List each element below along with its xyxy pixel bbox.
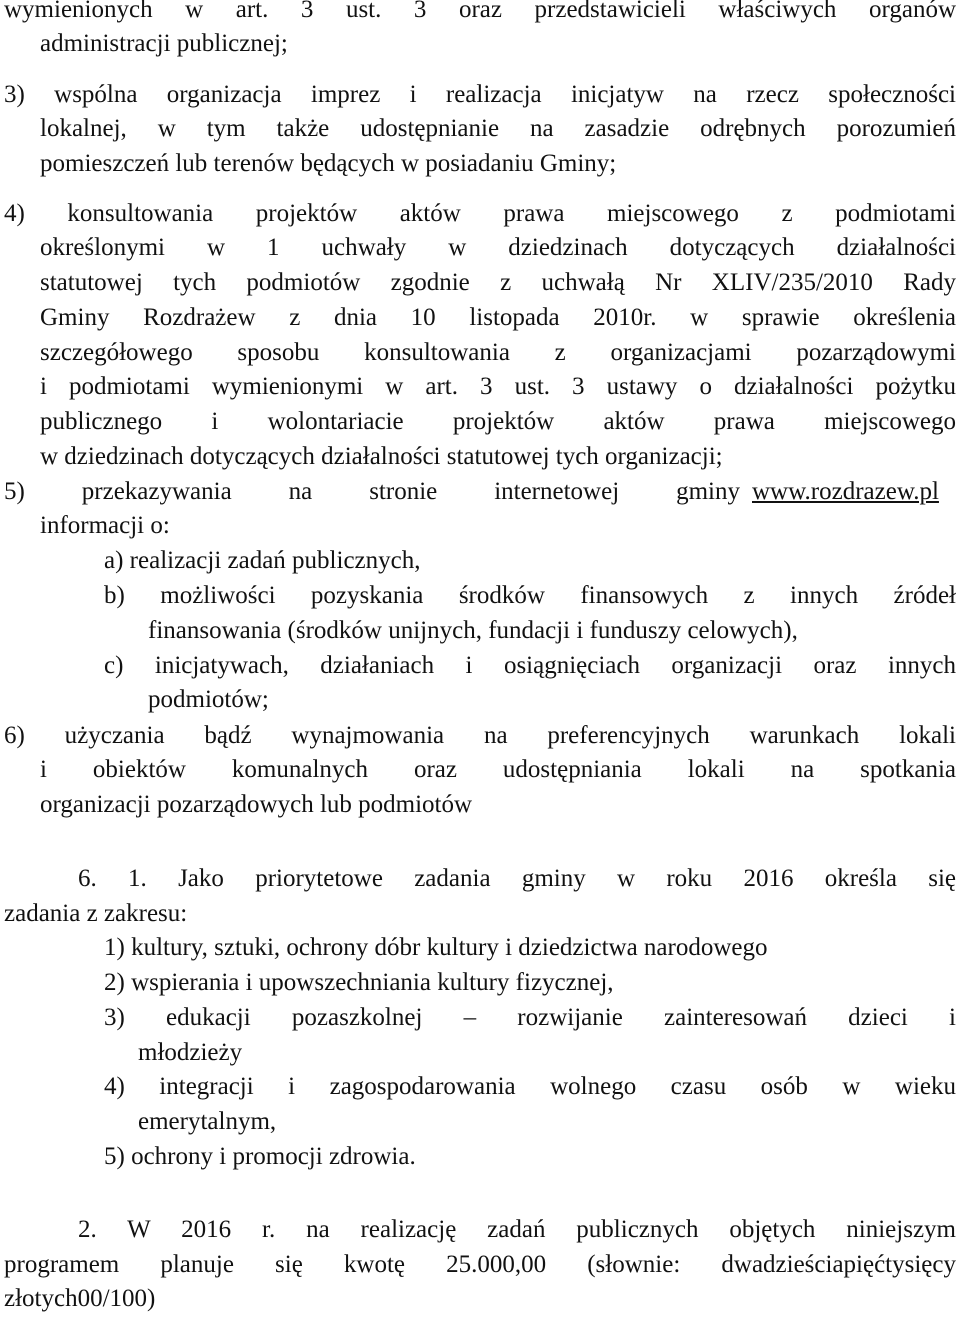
text-line: pomieszczeń lub terenów będących w posiadaniu Gminy;	[40, 150, 617, 177]
text-line: wymienionych w art. 3 ust. 3 oraz przedstawicieli właściwych organów	[4, 0, 956, 23]
text-line: określonymi w 1 uchwały w dziedzinach dotyczących działalności	[40, 234, 956, 261]
priority-item-5: 5) ochrony i promocji zdrowia.	[104, 1143, 416, 1170]
text-line: emerytalnym,	[138, 1108, 277, 1135]
text-line: Gminy Rozdrażew z dnia 10 listopada 2010r. w sprawie określenia	[40, 304, 956, 331]
website-link[interactable]: www.rozdrazew.pl	[752, 478, 939, 505]
text-line: programem planuje się kwotę 25.000,00 (słownie: dwadzieściapięćtysięcy	[4, 1251, 956, 1278]
text-line: zadania z zakresu:	[4, 900, 188, 927]
text-line: statutowej tych podmiotów zgodnie z uchwałą Nr XLIV/235/2010 Rady	[40, 269, 956, 296]
section-6-heading: 6. 1. Jako priorytetowe zadania gminy w roku 2016 określa się	[78, 865, 956, 892]
list-item-6: 6) użyczania bądź wynajmowania na preferencyjnych warunkach lokali	[4, 722, 956, 749]
text-line: administracji publicznej;	[40, 30, 288, 57]
list-item-4: 4) konsultowania projektów aktów prawa miejscowego z podmiotami	[4, 200, 956, 227]
list-item-3: 3) wspólna organizacja imprez i realizacja inicjatyw na rzecz społeczności	[4, 81, 956, 108]
priority-item-2: 2) wspierania i upowszechniania kultury fizycznej,	[104, 969, 614, 996]
text-line: szczegółowego sposobu konsultowania z organizacjami pozarządowymi	[40, 339, 956, 366]
text-line: w dziedzinach dotyczących działalności statutowej tych organizacji;	[40, 443, 723, 470]
text-line: finansowania (środków unijnych, fundacji i funduszy celowych),	[148, 617, 798, 644]
list-item-5: 5) przekazywania na stronie internetowej gminy	[4, 478, 740, 505]
text-line: złotych00/100)	[4, 1285, 156, 1312]
sub-item-c: c) inicjatywach, działaniach i osiągnięciach organizacji oraz innych	[104, 652, 956, 679]
section-2-paragraph: 2. W 2016 r. na realizację zadań publicznych objętych niniejszym	[78, 1216, 956, 1243]
text-line: i podmiotami wymienionymi w art. 3 ust. 3 ustawy o działalności pożytku	[40, 373, 956, 400]
text-line: lokalnej, w tym także udostępnianie na zasadzie odrębnych porozumień	[40, 115, 956, 142]
priority-item-4: 4) integracji i zagospodarowania wolnego czasu osób w wieku	[104, 1073, 956, 1100]
text-line: informacji o:	[40, 512, 170, 539]
text-line: publicznego i wolontariacie projektów aktów prawa miejscowego	[40, 408, 956, 435]
text-line: i obiektów komunalnych oraz udostępniania lokali na spotkania	[40, 756, 956, 783]
priority-item-3: 3) edukacji pozaszkolnej – rozwijanie zainteresowań dzieci i	[104, 1004, 956, 1031]
text-line: młodzieży	[138, 1039, 243, 1066]
text-line: podmiotów;	[148, 686, 269, 713]
sub-item-a: a) realizacji zadań publicznych,	[104, 547, 421, 574]
priority-item-1: 1) kultury, sztuki, ochrony dóbr kultury i dziedzictwa narodowego	[104, 934, 768, 961]
text-line: organizacji pozarządowych lub podmiotów	[40, 791, 473, 818]
sub-item-b: b) możliwości pozyskania środków finansowych z innych źródeł	[104, 582, 956, 609]
